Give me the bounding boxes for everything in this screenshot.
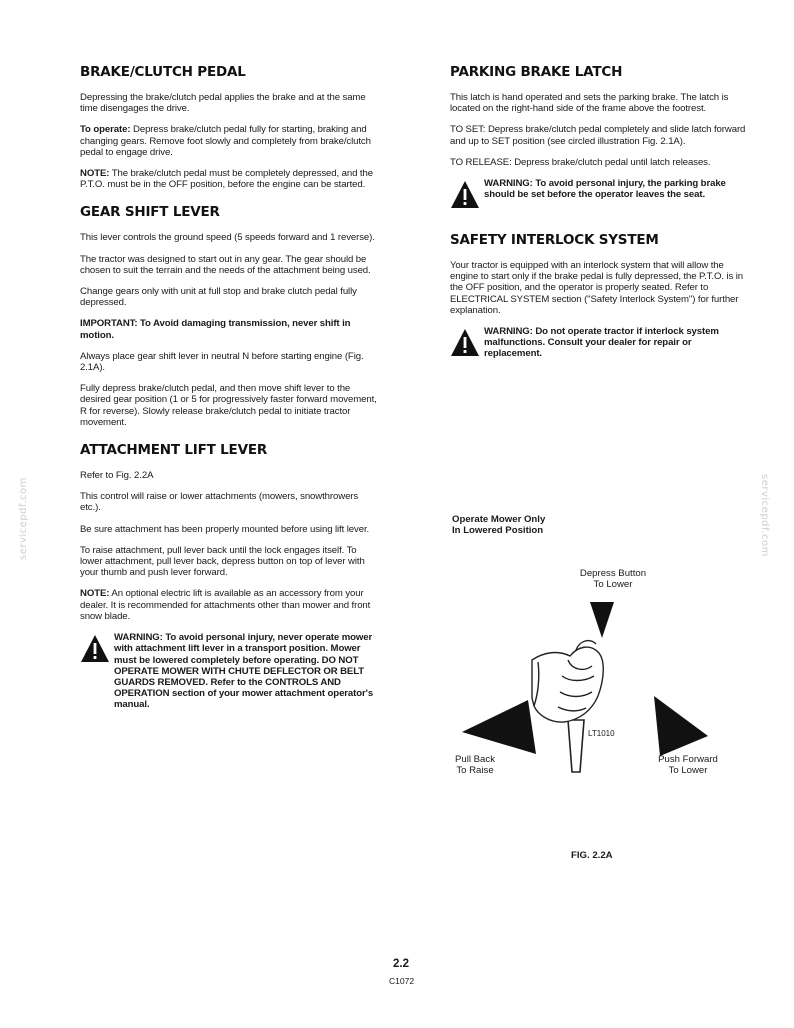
parking-brake-heading: PARKING BRAKE LATCH	[450, 64, 623, 80]
figure-lift-lever	[440, 510, 760, 870]
push-forward-arrow-icon	[654, 696, 708, 756]
safety-interlock-heading: SAFETY INTERLOCK SYSTEM	[450, 232, 659, 249]
pull-line2: To Raise	[456, 765, 494, 776]
section-safety-interlock	[450, 232, 750, 360]
gear-shift-p1: This lever controls the ground speed (5 speeds forward and 1 reverse).	[80, 232, 375, 244]
safety-interlock-p1: Your tractor is equipped with an interlock system that will allow the engine to start only if the brake pedal is fully depressed, the P.T.O. is in the OFF position, and the operator is properly seated. Refer to ELECTRICAL SYSTEM section ("Safety Interlock System") for further explanation.	[450, 260, 743, 316]
warning-triangle-icon	[80, 634, 114, 664]
push-line1: Push Forward	[658, 754, 718, 765]
lever-shaft	[568, 720, 584, 772]
operate-lead: To operate:	[80, 124, 131, 136]
right-column	[450, 64, 750, 374]
page-number: 2.2	[393, 958, 409, 970]
section-parking-brake	[450, 64, 750, 210]
section-brake-clutch	[80, 64, 378, 190]
gear-shift-p3: Change gears only with unit at full stop and brake clutch pedal fully depressed.	[80, 286, 357, 309]
attachment-warning	[80, 632, 378, 710]
brake-clutch-note	[80, 168, 378, 190]
interlock-warning	[450, 326, 750, 360]
brake-clutch-heading: BRAKE/CLUTCH PEDAL	[80, 64, 246, 80]
operate-text: Depress brake/clutch pedal fully for starting, braking and changing gears. Remove foot slowly and completely from brake/clutch pedal to engage drive.	[80, 124, 371, 158]
parking-brake-set: TO SET: Depress brake/clutch pedal completely and slide latch forward and up to SET position (see circled illustration Fig. 2.1A).	[450, 124, 746, 147]
warning-triangle-icon	[450, 328, 484, 358]
push-line2: To Lower	[668, 765, 708, 776]
parking-brake-release: TO RELEASE: Depress brake/clutch pedal until latch releases.	[450, 156, 711, 168]
attachment-lift-note	[80, 588, 378, 622]
watermark-right: servicepdf.com	[759, 474, 770, 557]
brake-clutch-intro: Depressing the brake/clutch pedal applies the brake and at the same time disengages the drive.	[80, 92, 366, 115]
pull-back-arrow-icon	[462, 700, 536, 754]
attachment-warning-text: WARNING: To avoid personal injury, never operate mower with attachment lift lever in a transport position. Mower must be lowered completely before operating. DO NOT OPERATE MOWER WITH CHUTE DEFLECTOR OR BELT GUARDS REMOVED. Refer to the CONTROLS AND OPERATION section of your mower attachment operator's manual.	[114, 632, 374, 711]
attach-note-text: An optional electric lift is available as an accessory from your dealer. It is recommended for attachments other than mower and front snow blade.	[80, 588, 371, 622]
depress-line2: To Lower	[593, 579, 633, 590]
gear-shift-p5: Always place gear shift lever in neutral N before starting engine (Fig. 2.1A).	[80, 350, 364, 374]
brake-clutch-operate	[80, 124, 378, 158]
left-column	[80, 64, 378, 725]
warning-triangle-icon	[450, 180, 484, 210]
section-attachment-lift	[80, 442, 378, 710]
pull-back-label	[440, 754, 510, 776]
depress-button-label	[558, 568, 668, 590]
attachment-lift-heading: ATTACHMENT LIFT LEVER	[80, 442, 268, 459]
watermark-left: servicepdf.com	[18, 477, 29, 560]
attachment-lift-p4: To raise attachment, pull lever back until the lock engages itself. To lower attachment, pull lever back, depress button on top of lever with your thumb and push lever forward.	[80, 544, 365, 579]
hand-gripping-lever	[532, 641, 603, 722]
interlock-warning-text: WARNING: Do not operate tractor if interlock system malfunctions. Consult your dealer for repair or replacement.	[484, 326, 719, 360]
attach-note-lead: NOTE:	[80, 588, 110, 600]
attachment-lift-p3: Be sure attachment has been properly mounted before using lift lever.	[80, 523, 370, 535]
gear-shift-heading: GEAR SHIFT LEVER	[80, 204, 220, 221]
parking-brake-p1: This latch is hand operated and sets the parking brake. The latch is located on the right-hand side of the frame above the footrest.	[450, 92, 729, 115]
part-code: LT1010	[588, 729, 615, 738]
parking-warning	[450, 178, 750, 210]
gear-shift-p2: The tractor was designed to start out in any gear. The gear should be chosen to suit the terrain and the needs of the attachment being used.	[80, 253, 371, 276]
pull-line1: Pull Back	[455, 754, 495, 765]
parking-warning-text: WARNING: To avoid personal injury, the parking brake should be set before the operator leaves the seat.	[484, 178, 726, 201]
gear-shift-p6: Fully depress brake/clutch pedal, and then move shift lever to the desired gear position (1 or 5 for progressively faster forward movement, R for reverse). Slowly release brake/clutch pedal to initiate tractor movement.	[80, 383, 377, 428]
push-forward-label	[638, 754, 738, 776]
figure-number: FIG. 2.2A	[571, 850, 613, 861]
note-lead: NOTE:	[80, 168, 110, 180]
note-text: The brake/clutch pedal must be completely depressed, and the P.T.O. must be in the OFF position, before the engine can be started.	[80, 168, 373, 191]
attachment-lift-p1: Refer to Fig. 2.2A	[80, 470, 154, 482]
document-code: C1072	[389, 976, 415, 986]
depress-line1: Depress Button	[579, 568, 647, 579]
attachment-lift-p2: This control will raise or lower attachments (mowers, snowthrowers etc.).	[80, 491, 359, 514]
figure-caption-line1: Operate Mower Only	[452, 514, 546, 525]
section-gear-shift	[80, 204, 378, 428]
gear-shift-important: IMPORTANT: To Avoid damaging transmission, never shift in motion.	[80, 318, 351, 341]
down-arrow-icon	[590, 602, 614, 638]
figure-caption-line2: In Lowered Position	[452, 525, 544, 536]
